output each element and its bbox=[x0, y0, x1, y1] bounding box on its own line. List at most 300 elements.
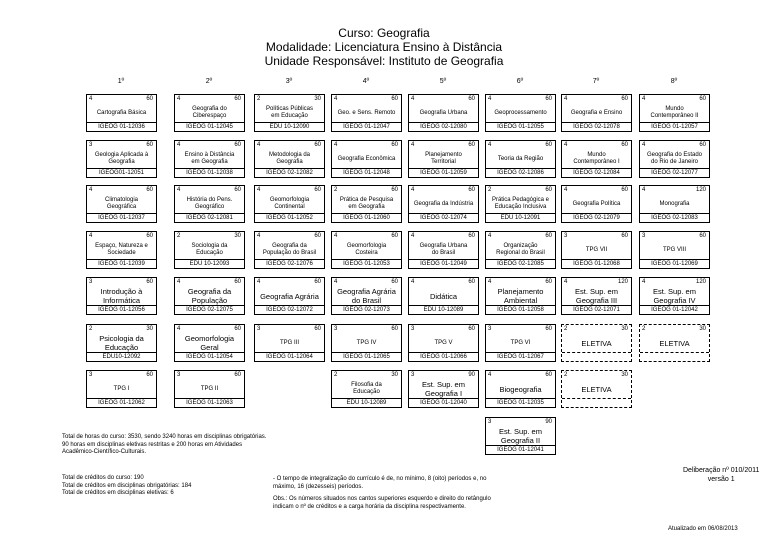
course-hours: 60 bbox=[146, 233, 153, 239]
course-name bbox=[410, 285, 477, 307]
course-code: IGEOG 01-12060 bbox=[332, 213, 401, 222]
course-credits: 2 bbox=[334, 187, 338, 193]
course-name bbox=[563, 332, 630, 354]
course-name-line: Est. Sup. em bbox=[499, 427, 542, 436]
course-name-line: Geografia bbox=[276, 159, 303, 165]
course-credits: 3 bbox=[257, 326, 261, 332]
course-name-line: Geografia I bbox=[424, 389, 463, 398]
course-name-line: Biogeografia bbox=[499, 384, 542, 394]
course-name-line: Introdução à bbox=[100, 287, 143, 296]
course-hours: 30 bbox=[146, 326, 153, 332]
course-code: IGEOG 01-12054 bbox=[175, 352, 244, 361]
course-name bbox=[410, 239, 477, 261]
course-name bbox=[333, 148, 400, 170]
course-name-line: Mundo bbox=[665, 106, 684, 112]
semester-header-7: 7º bbox=[592, 78, 600, 85]
course-credits: 3 bbox=[411, 326, 415, 332]
course-box bbox=[86, 370, 157, 408]
course-name-line: Metodologia da bbox=[268, 152, 311, 158]
course-name-line: em Geografia bbox=[348, 204, 385, 210]
course-box bbox=[561, 94, 632, 132]
course-hours: 30 bbox=[621, 372, 628, 378]
course-name-line: Planejamento bbox=[425, 152, 462, 158]
course-name bbox=[176, 193, 243, 215]
course-hours: 60 bbox=[468, 233, 475, 239]
course-code: IGEOG 01-12056 bbox=[87, 305, 156, 314]
header-title-modality: Modalidade: Licenciatura Ensino à Distância bbox=[265, 40, 503, 54]
course-name bbox=[487, 285, 554, 307]
course-credits: 4 bbox=[411, 187, 415, 193]
course-box bbox=[174, 277, 245, 315]
course-credits: 4 bbox=[488, 233, 492, 239]
course-credits: 3 bbox=[488, 326, 492, 332]
semester-header-8: 8º bbox=[670, 78, 678, 85]
course-name bbox=[333, 239, 400, 261]
course-name-line: População bbox=[191, 296, 228, 305]
course-code: IGEOG 01-12049 bbox=[409, 259, 478, 268]
course-box bbox=[331, 231, 402, 269]
course-code: IGEOG 01-12053 bbox=[332, 259, 401, 268]
course-box bbox=[561, 140, 632, 178]
course-name-line: Climatologia bbox=[104, 197, 138, 203]
course-box bbox=[408, 185, 479, 223]
course-name-line: Geografia IV bbox=[653, 296, 696, 305]
semester-header-4: 4º bbox=[362, 78, 370, 85]
course-credits: 4 bbox=[257, 187, 261, 193]
course-credits: 4 bbox=[642, 96, 646, 102]
semester-header-1: 1º bbox=[117, 78, 125, 85]
course-name-line: do Brasil bbox=[431, 250, 456, 256]
course-name bbox=[333, 193, 400, 215]
course-name bbox=[487, 239, 554, 261]
course-hours: 60 bbox=[545, 233, 552, 239]
course-code: EDU 10-12093 bbox=[175, 259, 244, 268]
course-code: IGEOG 02-12080 bbox=[409, 122, 478, 131]
course-hours: 60 bbox=[545, 96, 552, 102]
course-name bbox=[333, 378, 400, 400]
course-name-line: TPG V bbox=[434, 339, 453, 346]
course-code: IGEOG 02-12076 bbox=[255, 259, 324, 268]
course-hours: 60 bbox=[234, 187, 241, 193]
course-hours: 30 bbox=[621, 326, 628, 332]
course-name-line: Sociologia da bbox=[191, 243, 228, 249]
course-box bbox=[408, 140, 479, 178]
course-credits: 4 bbox=[89, 233, 93, 239]
semester-header-2: 2º bbox=[205, 78, 213, 85]
course-box bbox=[331, 94, 402, 132]
course-hours: 60 bbox=[391, 233, 398, 239]
course-name-line: Filosofia da bbox=[351, 382, 382, 388]
course-hours: 60 bbox=[234, 279, 241, 285]
course-credits: 3 bbox=[89, 142, 93, 148]
course-box bbox=[86, 185, 157, 223]
course-name-line: Mundo bbox=[587, 152, 606, 158]
course-code: IGEOG 02-12083 bbox=[640, 213, 709, 222]
course-box bbox=[485, 370, 556, 408]
course-code: IGEOG 01-12045 bbox=[175, 122, 244, 131]
course-hours: 60 bbox=[699, 96, 706, 102]
course-name bbox=[176, 332, 243, 354]
course-name-line: Territorial bbox=[431, 159, 456, 165]
course-box bbox=[174, 324, 245, 362]
course-code: IGEOG 01-12059 bbox=[409, 168, 478, 177]
course-name-line: Contemporâneo II bbox=[650, 113, 699, 119]
course-code: IGEOG 02-12074 bbox=[409, 213, 478, 222]
course-box bbox=[174, 231, 245, 269]
course-box bbox=[86, 140, 157, 178]
course-code: IGEOG 01-12055 bbox=[486, 122, 555, 131]
course-hours: 60 bbox=[699, 233, 706, 239]
course-name-line: do Rio de Janeiro bbox=[650, 159, 699, 165]
course-hours: 60 bbox=[468, 326, 475, 332]
course-name bbox=[487, 332, 554, 354]
course-name-line: TPG VIII bbox=[662, 246, 686, 253]
course-name-line: Políticas Públicas bbox=[265, 106, 314, 112]
course-name-line: TPG I bbox=[113, 385, 130, 392]
course-name bbox=[410, 378, 477, 400]
course-hours: 60 bbox=[146, 96, 153, 102]
course-code: IGEOG 01-12037 bbox=[87, 213, 156, 222]
course-credits: 3 bbox=[564, 233, 568, 239]
course-hours: 60 bbox=[314, 326, 321, 332]
course-name bbox=[563, 193, 630, 215]
notes-hours: Total de horas do curso: 3530, sendo 3240 horas em disciplinas obrigatórias. 90 horas em disciplinas eletivas restritas e 200 horas em Atividades Acadêmico-Científico-Culturais. bbox=[62, 434, 267, 455]
course-name-line: Geomorfologia bbox=[184, 334, 235, 343]
course-code: IGEOG 01-12036 bbox=[87, 122, 156, 131]
course-box bbox=[561, 277, 632, 315]
course-hours: 60 bbox=[545, 142, 552, 148]
course-box bbox=[485, 185, 556, 223]
course-code: IGEOG 01-12065 bbox=[332, 352, 401, 361]
course-hours: 60 bbox=[545, 326, 552, 332]
course-code: IGEOG 02-12077 bbox=[640, 168, 709, 177]
course-box bbox=[174, 185, 245, 223]
course-name bbox=[487, 378, 554, 400]
header-title-course: Curso: Geografia bbox=[338, 26, 430, 40]
course-name bbox=[641, 193, 708, 215]
course-name-line: ELETIVA bbox=[581, 338, 612, 348]
course-hours: 60 bbox=[146, 372, 153, 378]
course-name-line: Geografia bbox=[108, 159, 135, 165]
course-box bbox=[639, 185, 710, 223]
course-name bbox=[333, 102, 400, 124]
course-name-line: Planejamento bbox=[497, 287, 544, 296]
course-name-line: Espaço, Natureza e bbox=[95, 243, 148, 249]
course-credits: 4 bbox=[257, 142, 261, 148]
course-hours: 60 bbox=[545, 372, 552, 378]
course-name-line: Educação Inclusiva bbox=[494, 204, 547, 210]
course-credits: 2 bbox=[564, 326, 568, 332]
course-hours: 60 bbox=[146, 279, 153, 285]
course-credits: 4 bbox=[89, 187, 93, 193]
course-hours: 60 bbox=[468, 279, 475, 285]
course-box bbox=[408, 277, 479, 315]
course-credits: 4 bbox=[411, 233, 415, 239]
course-name bbox=[641, 285, 708, 307]
course-name-line: ELETIVA bbox=[581, 384, 612, 394]
course-name bbox=[88, 332, 155, 354]
course-box bbox=[86, 277, 157, 315]
course-credits: 4 bbox=[564, 96, 568, 102]
course-box bbox=[86, 324, 157, 362]
course-credits: 2 bbox=[89, 326, 93, 332]
course-name-line: Est. Sup. em bbox=[422, 380, 465, 389]
course-name-line: Teoria da Região bbox=[497, 155, 544, 162]
course-code: IGEOG 02-12084 bbox=[562, 168, 631, 177]
course-hours: 60 bbox=[314, 233, 321, 239]
course-box bbox=[485, 324, 556, 362]
course-hours: 120 bbox=[695, 187, 706, 193]
course-name bbox=[176, 285, 243, 307]
course-name-line: Geografia da bbox=[272, 243, 307, 249]
course-credits: 4 bbox=[642, 187, 646, 193]
course-name-line: Educação bbox=[353, 389, 380, 395]
course-name bbox=[176, 102, 243, 124]
course-credits: 4 bbox=[334, 279, 338, 285]
course-code: IGEOG 02-12071 bbox=[562, 305, 631, 314]
course-code: IGEOG 02-12082 bbox=[255, 168, 324, 177]
course-name bbox=[487, 193, 554, 215]
course-name-line: Ciberespaço bbox=[192, 113, 227, 119]
course-name-line: Geografia Urbana bbox=[419, 109, 468, 116]
course-hours: 60 bbox=[621, 233, 628, 239]
course-box bbox=[408, 324, 479, 362]
course-hours: 60 bbox=[468, 96, 475, 102]
course-name-line: Geográfico bbox=[194, 204, 225, 210]
course-hours: 60 bbox=[621, 142, 628, 148]
course-name-line: Ensino à Distância bbox=[184, 152, 235, 158]
course-name-line: Geografia II bbox=[500, 436, 541, 445]
course-name-line: Geomorfologia bbox=[269, 197, 310, 203]
course-code: IGEOG 01-12068 bbox=[562, 259, 631, 268]
course-name bbox=[88, 193, 155, 215]
course-name bbox=[410, 193, 477, 215]
course-code: IGEOG 01-12038 bbox=[175, 168, 244, 177]
course-hours: 120 bbox=[695, 279, 706, 285]
course-name bbox=[88, 148, 155, 170]
course-name-line: Geografia e Ensino bbox=[570, 109, 623, 116]
course-name bbox=[333, 332, 400, 354]
course-box bbox=[254, 277, 325, 315]
course-name-line: ELETIVA bbox=[659, 338, 690, 348]
course-box bbox=[254, 94, 325, 132]
course-box bbox=[485, 140, 556, 178]
course-credits: 4 bbox=[564, 279, 568, 285]
course-code: IGEOG 01-12067 bbox=[486, 352, 555, 361]
course-name-line: História do Pens. bbox=[186, 197, 233, 203]
course-name-line: Geografia Política bbox=[572, 200, 621, 207]
course-code: EDU 10-12091 bbox=[486, 213, 555, 222]
course-credits: 2 bbox=[257, 96, 261, 102]
deliberation-label: Deliberação nº 010/2011 versão 1 bbox=[683, 467, 760, 483]
course-credits: 4 bbox=[488, 142, 492, 148]
course-name bbox=[256, 332, 323, 354]
course-name bbox=[176, 148, 243, 170]
course-code: IGEOG 02-12081 bbox=[175, 213, 244, 222]
semester-header-3: 3º bbox=[285, 78, 293, 85]
course-credits: 4 bbox=[177, 279, 181, 285]
course-name-line: Prática Pedagógica e bbox=[491, 197, 550, 203]
course-name-line: Psicologia da bbox=[99, 334, 144, 343]
course-credits: 3 bbox=[177, 372, 181, 378]
course-credits: 3 bbox=[89, 372, 93, 378]
course-credits: 3 bbox=[488, 419, 492, 425]
course-hours: 60 bbox=[699, 142, 706, 148]
course-name bbox=[256, 148, 323, 170]
course-name-line: Organização bbox=[503, 243, 538, 249]
course-code: IGEOG 01-12048 bbox=[332, 168, 401, 177]
course-hours: 60 bbox=[391, 96, 398, 102]
course-code: IGEOG 02-12072 bbox=[255, 305, 324, 314]
course-box bbox=[408, 370, 479, 408]
course-name bbox=[410, 332, 477, 354]
course-name bbox=[641, 102, 708, 124]
course-name-line: Geografia III bbox=[575, 296, 618, 305]
course-name bbox=[333, 285, 400, 307]
course-name-line: Ambiental bbox=[503, 296, 538, 305]
course-hours: 60 bbox=[545, 279, 552, 285]
course-box bbox=[561, 185, 632, 223]
course-box bbox=[408, 231, 479, 269]
course-code: IGEOG 02-12073 bbox=[332, 305, 401, 314]
course-credits: 4 bbox=[564, 187, 568, 193]
course-credits: 4 bbox=[564, 142, 568, 148]
course-code: IGEOG 01-12057 bbox=[640, 122, 709, 131]
course-hours: 60 bbox=[545, 187, 552, 193]
course-name bbox=[410, 102, 477, 124]
course-name bbox=[641, 148, 708, 170]
course-hours: 60 bbox=[234, 372, 241, 378]
course-name-line: Est. Sup. em bbox=[575, 287, 618, 296]
course-box bbox=[254, 140, 325, 178]
course-code: IGEOG 01-12052 bbox=[255, 213, 324, 222]
course-hours: 60 bbox=[621, 187, 628, 193]
course-credits: 4 bbox=[411, 279, 415, 285]
course-name-line: Geografia Agrária bbox=[337, 287, 396, 296]
course-hours: 60 bbox=[146, 142, 153, 148]
course-hours: 60 bbox=[234, 326, 241, 332]
course-code: IGEOG 01-12064 bbox=[255, 352, 324, 361]
course-credits: 2 bbox=[334, 372, 338, 378]
course-credits: 4 bbox=[488, 96, 492, 102]
course-hours: 30 bbox=[391, 372, 398, 378]
course-name bbox=[563, 239, 630, 261]
course-credits: 4 bbox=[334, 233, 338, 239]
course-name bbox=[487, 148, 554, 170]
course-hours: 60 bbox=[314, 187, 321, 193]
course-code: IGEOG 01-12047 bbox=[332, 122, 401, 131]
course-hours: 30 bbox=[314, 96, 321, 102]
course-name-line: Didática bbox=[429, 291, 458, 301]
course-credits: 3 bbox=[89, 279, 93, 285]
course-name-line: Geografia do bbox=[192, 106, 227, 112]
course-name-line: Informática bbox=[102, 296, 141, 305]
notes-integralization: - O tempo de integralização do currículo é de, no mínimo, 8 (oito) períodos e, no máximo, 16 (dezesseis) períodos. bbox=[273, 476, 487, 490]
course-box bbox=[639, 231, 710, 269]
course-code: IGEOG 01-12063 bbox=[175, 398, 244, 407]
course-name-line: Geografia da Indústria bbox=[413, 200, 474, 207]
course-name-line: Costeira bbox=[355, 250, 378, 256]
course-code: EDU 10-12090 bbox=[255, 122, 324, 131]
course-name-line: TPG VII bbox=[585, 246, 608, 253]
course-box bbox=[86, 231, 157, 269]
course-credits: 3 bbox=[411, 372, 415, 378]
course-code: IGEOG 02-12079 bbox=[562, 213, 631, 222]
notes-observation: Obs.: Os números situados nos cantos superiores esquerdo e direito do retângulo indicam o nº de créditos e a carga horária da disciplina respectivamente. bbox=[273, 496, 491, 510]
course-name bbox=[256, 239, 323, 261]
course-box bbox=[331, 140, 402, 178]
course-name bbox=[256, 285, 323, 307]
course-credits: 4 bbox=[411, 96, 415, 102]
course-name bbox=[88, 285, 155, 307]
course-name-line: Sociedade bbox=[107, 250, 136, 256]
course-credits: 4 bbox=[642, 279, 646, 285]
course-box bbox=[561, 231, 632, 269]
course-name-line: Geografia do Estado bbox=[646, 152, 703, 158]
course-box bbox=[408, 94, 479, 132]
course-hours: 90 bbox=[468, 372, 475, 378]
course-name-line: Monografia bbox=[659, 200, 690, 207]
course-code: IGEOG 01-12042 bbox=[640, 305, 709, 314]
course-name-line: Geografia Urbana bbox=[419, 243, 468, 249]
course-name-line: TPG IV bbox=[356, 339, 377, 346]
course-hours: 60 bbox=[234, 96, 241, 102]
course-name bbox=[563, 148, 630, 170]
semester-header-6: 6º bbox=[516, 78, 524, 85]
course-name bbox=[641, 239, 708, 261]
course-box bbox=[174, 370, 245, 408]
course-code: IGEOG 01-12062 bbox=[87, 398, 156, 407]
course-code: IGEOG 02-12078 bbox=[562, 122, 631, 131]
course-credits: 4 bbox=[411, 142, 415, 148]
course-name-line: TPG VI bbox=[510, 339, 531, 346]
course-box bbox=[485, 417, 556, 455]
course-credits: 4 bbox=[89, 96, 93, 102]
course-name bbox=[563, 285, 630, 307]
course-box bbox=[254, 185, 325, 223]
course-name bbox=[176, 378, 243, 400]
notes-credits: Total de créditos do curso: 190 Total de créditos em disciplinas obrigatórias: 184 Total de créditos em disciplinas eletivas: 6 bbox=[62, 475, 192, 496]
course-credits: 3 bbox=[334, 326, 338, 332]
course-box bbox=[331, 370, 402, 408]
course-name-line: Geográfica bbox=[106, 204, 137, 210]
course-name bbox=[487, 425, 554, 447]
course-box bbox=[639, 324, 710, 362]
course-credits: 4 bbox=[177, 96, 181, 102]
course-box bbox=[639, 277, 710, 315]
course-code: IGEOG 01-12040 bbox=[409, 398, 478, 407]
course-credits: 2 bbox=[488, 187, 492, 193]
course-box bbox=[561, 324, 632, 362]
course-box bbox=[331, 185, 402, 223]
course-code: IGEOG 01-12066 bbox=[409, 352, 478, 361]
course-credits: 2 bbox=[642, 326, 646, 332]
course-hours: 60 bbox=[234, 142, 241, 148]
course-code: IGEOG 01-12058 bbox=[486, 305, 555, 314]
course-name-line: TPG III bbox=[279, 339, 299, 346]
course-code: EDU 10-12089 bbox=[409, 305, 478, 314]
course-name-line: do Brasil bbox=[351, 296, 382, 305]
course-credits: 3 bbox=[642, 233, 646, 239]
course-name bbox=[641, 332, 708, 354]
course-code: IGEOG01-12051 bbox=[87, 168, 156, 177]
course-credits: 2 bbox=[564, 372, 568, 378]
course-box bbox=[254, 231, 325, 269]
course-hours: 60 bbox=[314, 142, 321, 148]
course-name-line: em Educação bbox=[271, 113, 308, 119]
course-name-line: TPG II bbox=[200, 385, 219, 392]
course-code-empty bbox=[640, 352, 709, 361]
